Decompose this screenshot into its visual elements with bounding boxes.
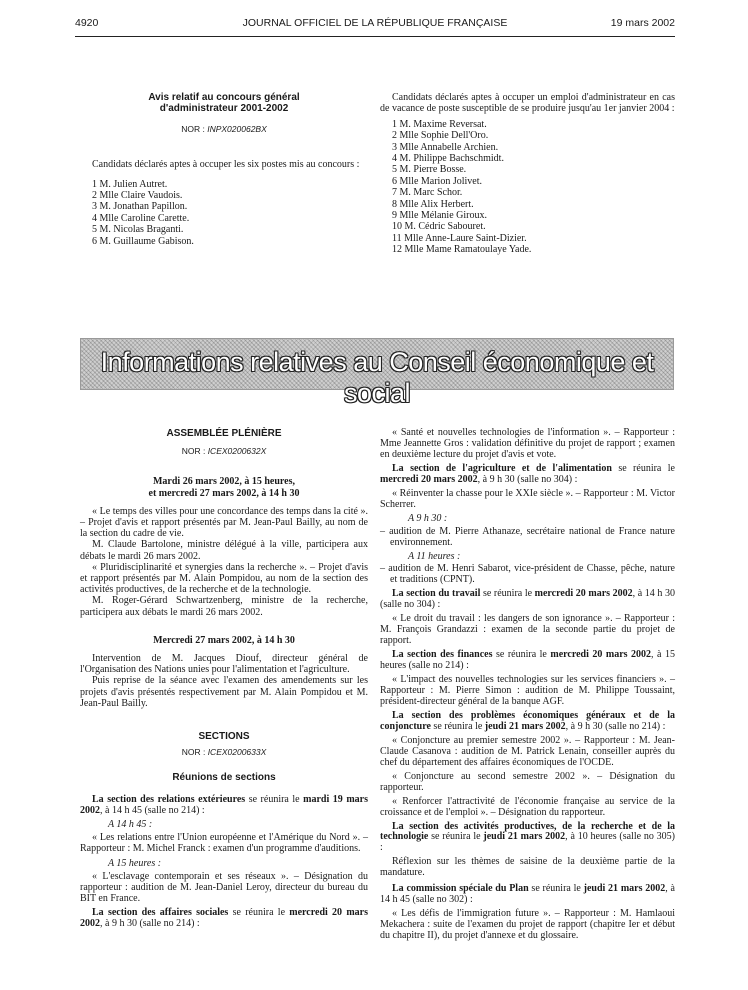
avis-left	[80, 92, 368, 247]
assemblee-p3: « Pluridisciplinarité et synergies dans la recherche ». – Projet d'avis et rapport présentés par M. Alain Pompidou, au nom de la section des activités productives, de la recherche et de la technologie.	[80, 561, 368, 596]
assemblee-p1: « Le temps des villes pour une concordance des temps dans la cité ». – Projet d'avis et rapport présentés par M. Jean-Paul Bailly, au nom de la section du cadre de vie.	[80, 505, 368, 540]
section-agriculture: La section de l'agriculture et de l'alimentation se réunira le mercredi 20 mars 2002, à 9 h 30 (salle no 304) :	[380, 462, 675, 485]
header-rule	[75, 36, 675, 37]
agriculture-p1: « Réinventer la chasse pour le XXIe siècle ». – Rapporteur : M. Victor Scherrer.	[380, 487, 675, 510]
list-item: 2 Mlle Sophie Dell'Oro.	[392, 130, 489, 142]
list-item: 11 Mlle Anne-Laure Saint-Dizier.	[392, 232, 527, 244]
assemblee-p5: Intervention de M. Jacques Diouf, directeur général de l'Organisation des Nations unies pour l'alimentation et l'agriculture.	[80, 653, 368, 676]
travail-p1: « Le droit du travail : les dangers de son ignorance ». – Rapporteur : M. François Grandazzi : examen de la seconde partie du projet de rapport.	[380, 613, 675, 647]
affaires-sociales-p1: « Santé et nouvelles technologies de l'information ». – Rapporteur : Mme Jeannette Gros : validation définitive du projet de rapport ; examen en deuxième lecture du projet d'avis et vote.	[380, 427, 675, 460]
list-item: 1 M. Julien Autret.	[92, 178, 168, 190]
section-finances: La section des finances se réunira le mercredi 20 mars 2002, à 15 heures (salle no 214) :	[380, 649, 675, 672]
agriculture-dash-1: – audition de M. Pierre Athanaze, secrétaire national de France nature environnement.	[380, 525, 675, 548]
assemblee-p4: M. Roger-Gérard Schwartzenberg, ministre de la recherche, participera aux débats le mardi 26 mars 2002.	[80, 595, 368, 618]
page-header	[75, 17, 675, 33]
section-travail: La section du travail se réunira le mercredi 20 mars 2002, à 14 h 30 (salle no 304) :	[380, 588, 675, 611]
sections-subtitle: Réunions de sections	[172, 772, 276, 784]
list-item: 3 M. Jonathan Papillon.	[92, 201, 188, 213]
time-label: A 9 h 30 :	[408, 512, 448, 524]
list-item: 6 M. Guillaume Gabison.	[92, 235, 194, 247]
avis-title-2: d'administrateur 2001-2002	[159, 103, 289, 115]
list-item: 3 Mlle Annabelle Archien.	[392, 141, 499, 153]
assemblee-nor: NOR : ICEX0200632X	[181, 446, 267, 457]
list-item: 2 Mlle Claire Vaudois.	[92, 190, 183, 202]
list-item: 5 M. Nicolas Braganti.	[92, 224, 184, 236]
list-item: 1 M. Maxime Reversat.	[392, 118, 487, 130]
banner-title: Informations relatives au Conseil économique et social	[100, 347, 654, 408]
assemblee-title: ASSEMBLÉE PLÉNIÈRE	[166, 428, 282, 439]
list-item: 4 Mlle Caroline Carette.	[92, 212, 190, 224]
assemblee-column	[80, 428, 368, 929]
assemblee-date-2: et mercredi 27 mars 2002, à 14 h 30	[148, 487, 300, 499]
list-item: 6 Mlle Marion Jolivet.	[392, 175, 482, 187]
section-problemes-economiques: La section des problèmes économiques généraux et de la conjoncture se réunira le jeudi 21 mars 2002, à 9 h 30 (salle no 214) :	[380, 709, 675, 732]
list-item: 5 M. Pierre Bosse.	[392, 164, 467, 176]
section-commission-plan: La commission spéciale du Plan se réunira le jeudi 21 mars 2002, à 14 h 45 (salle no 302) :	[380, 883, 675, 906]
economie-p2: « Conjoncture au second semestre 2002 ». – Désignation du rapporteur.	[380, 770, 675, 793]
economie-p1: « Conjoncture au premier semestre 2002 ». – Rapporteur : M. Jean-Claude Casanova : audition de M. Patrick Lenain, conseiller auprès du chef du département des affaires économiques de l'OCDE.	[380, 734, 675, 768]
page-number: 4920	[75, 17, 99, 29]
vacancy-candidate-list	[380, 119, 675, 256]
list-item: 9 Mlle Mélanie Giroux.	[392, 210, 487, 222]
avis-nor: NOR : INPX020062BX	[181, 123, 267, 134]
relations-exterieures-p1: « Les relations entre l'Union européenne et l'Amérique du Nord ». – Rapporteur : M. Michel Franck : examen d'un programme d'auditions.	[80, 832, 368, 855]
list-item: 8 Mlle Alix Herbert.	[392, 198, 474, 210]
issue-date: 19 mars 2002	[610, 17, 675, 29]
finances-p1: « L'impact des nouvelles technologies sur les services financiers ». – Rapporteur : M. Pierre Simon : audition de M. Philippe Toussaint, président-directeur général de la banque AGF.	[380, 674, 675, 707]
agriculture-dash-2: – audition de M. Henri Sabarot, vice-président de Chasse, pêche, nature et traditions (CPNT).	[380, 563, 675, 586]
plan-p1: « Les défis de l'immigration future ». – Rapporteur : M. Hamlaoui Mekachera : suite de l'examen du projet de rapport (chapitre Ier et début du chapitre II), du projet d'annexe et du glossaire.	[380, 908, 675, 942]
sections-title: SECTIONS	[198, 731, 250, 743]
time-label: A 14 h 45 :	[108, 819, 153, 831]
avis-candidate-list	[80, 179, 368, 247]
section-activites-productives: La section des activités productives, de la recherche et de la technologie se réunira le jeudi 21 mars 2002, à 10 heures (salle no 305) :	[380, 820, 675, 854]
time-label: A 11 heures :	[408, 550, 461, 562]
avis-intro: Candidats déclarés aptes à occuper les six postes mis au concours :	[92, 159, 360, 171]
section-banner	[80, 338, 674, 408]
relations-exterieures-p2: « L'esclavage contemporain et ses réseaux ». – Désignation du rapporteur : audition de M. Jean-Daniel Leroy, directeur du bureau du BIT en France.	[80, 870, 368, 905]
journal-title: JOURNAL OFFICIEL DE LA RÉPUBLIQUE FRANÇAISE	[242, 17, 508, 29]
list-item: 12 Mlle Mame Ramatoulaye Yade.	[392, 244, 532, 256]
assemblee-p2: M. Claude Bartolone, ministre délégué à la ville, participera aux débats le mardi 26 mars 2002.	[80, 539, 368, 562]
economie-p3: « Renforcer l'attractivité de l'économie française au service de la croissance et de l'emploi ». – Désignation du rapporteur.	[380, 795, 675, 818]
assemblee-date-1: Mardi 26 mars 2002, à 15 heures,	[152, 476, 296, 488]
activites-p1: Réflexion sur les thèmes de saisine de la deuxième partie de la mandature.	[380, 856, 675, 879]
time-label: A 15 heures :	[108, 857, 162, 869]
assemblee-p6: Puis reprise de la séance avec l'examen des amendements sur les projets d'avis présentés respectivement par M. Alain Pompidou et M. Jean-Paul Bailly.	[80, 675, 368, 709]
list-item: 7 M. Marc Schor.	[392, 187, 463, 199]
list-item: 4 M. Philippe Bachschmidt.	[392, 153, 504, 165]
sections-nor: NOR : ICEX0200633X	[181, 747, 267, 758]
sections-column	[380, 428, 675, 942]
section-affaires-sociales: La section des affaires sociales se réunira le mercredi 20 mars 2002, à 9 h 30 (salle no 214) :	[80, 906, 368, 929]
vacancy-intro: Candidats déclarés aptes à occuper un emploi d'administrateur en cas de vacance de poste susceptible de se produire jusqu'au 1er janvier 2004 :	[380, 92, 675, 115]
section-relations-exterieures: La section des relations extérieures se réunira le mardi 19 mars 2002, à 14 h 45 (salle no 214) :	[80, 793, 368, 816]
list-item: 10 M. Cédric Sabouret.	[392, 221, 486, 233]
avis-right	[380, 92, 675, 256]
avis-title-1: Avis relatif au concours général	[148, 92, 300, 103]
assemblee-date-3: Mercredi 27 mars 2002, à 14 h 30	[153, 634, 295, 646]
